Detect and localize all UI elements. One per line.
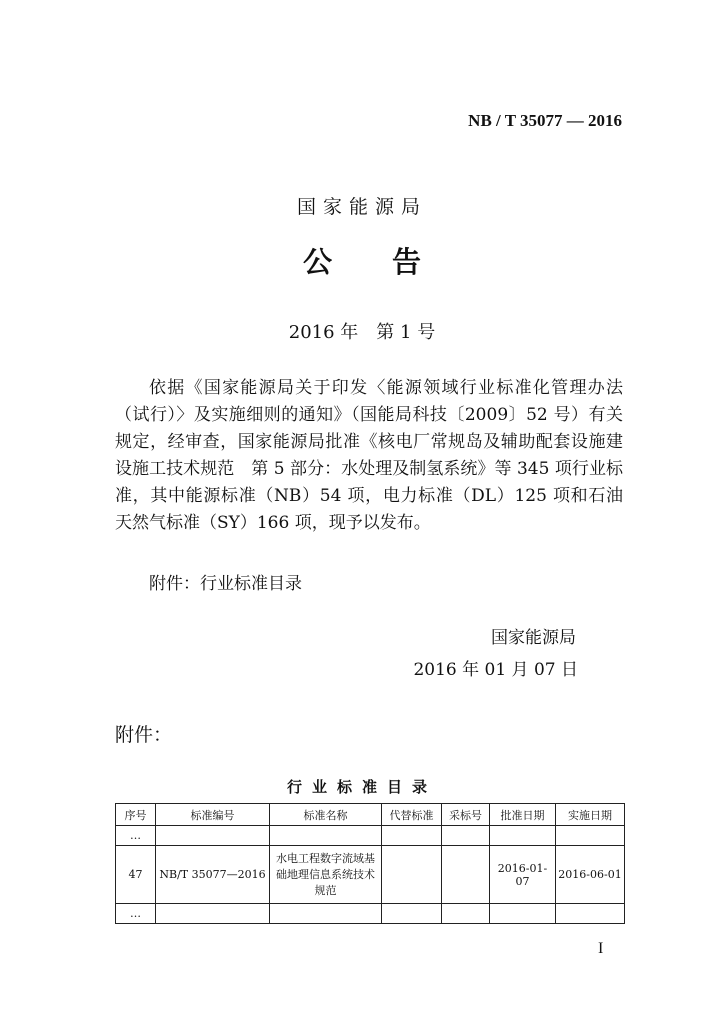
attachment-label: 附件： (115, 724, 173, 746)
table-header-row (116, 804, 625, 826)
notice-body: 依据《国家能源局关于印发〈能源领域行业标准化管理办法（试行）〉及实施细则的通知》（国能局科技〔2009〕52 号）有关规定，经审查，国家能源局批准《核电厂常规岛及辅助配套设施建设施工技术规范 第 5 部分：水处理及制氢系统》等 345 项行业标准，其中能源标准（NB）54 项，电力标准（DL）125 项和石油天然气标准（SY）166 项，现予以发布。 (115, 378, 623, 533)
notice-title-part2: 告 (392, 245, 422, 279)
cell-adopted (442, 846, 490, 904)
column-header: 采标号 (442, 804, 490, 826)
cell-effective: 2016-06-01 (556, 846, 625, 904)
table-row (116, 846, 625, 904)
table-title: 行业标准目录 (286, 778, 437, 796)
column-header: 标准编号 (156, 804, 270, 826)
issue-number: 2016 年 第 1 号 (288, 322, 436, 343)
cell-replaces (382, 904, 442, 924)
cell-code (156, 904, 270, 924)
notice-title-part1: 公 (302, 245, 332, 279)
cell-replaces (382, 846, 442, 904)
table-row (116, 904, 625, 924)
cell-replaces (382, 826, 442, 846)
cell-adopted (442, 826, 490, 846)
standard-code: NB / T 35077 — 2016 (468, 111, 622, 130)
column-header: 标准名称 (270, 804, 382, 826)
standards-catalog-table (115, 803, 625, 924)
cell-no: 47 (116, 846, 156, 904)
signature-date: 2016 年 01 月 07 日 (413, 660, 578, 680)
cell-approved (490, 904, 556, 924)
cell-no: … (116, 826, 156, 846)
cell-effective (556, 904, 625, 924)
cell-name (270, 904, 382, 924)
notice-title (0, 240, 724, 281)
table-row (116, 826, 625, 846)
cell-code: NB/T 35077—2016 (156, 846, 270, 904)
cell-name: 水电工程数字流域基础地理信息系统技术规范 (270, 846, 382, 904)
issuing-agency: 国家能源局 (296, 196, 427, 218)
cell-approved: 2016-01-07 (490, 846, 556, 904)
column-header: 实施日期 (556, 804, 625, 826)
column-header: 序号 (116, 804, 156, 826)
cell-approved (490, 826, 556, 846)
column-header: 代替标准 (382, 804, 442, 826)
signature-agency: 国家能源局 (491, 628, 576, 648)
attachment-note: 附件：行业标准目录 (149, 574, 302, 594)
column-header: 批准日期 (490, 804, 556, 826)
cell-name (270, 826, 382, 846)
cell-adopted (442, 904, 490, 924)
page-number: I (598, 940, 604, 957)
cell-effective (556, 826, 625, 846)
cell-code (156, 826, 270, 846)
cell-no: … (116, 904, 156, 924)
